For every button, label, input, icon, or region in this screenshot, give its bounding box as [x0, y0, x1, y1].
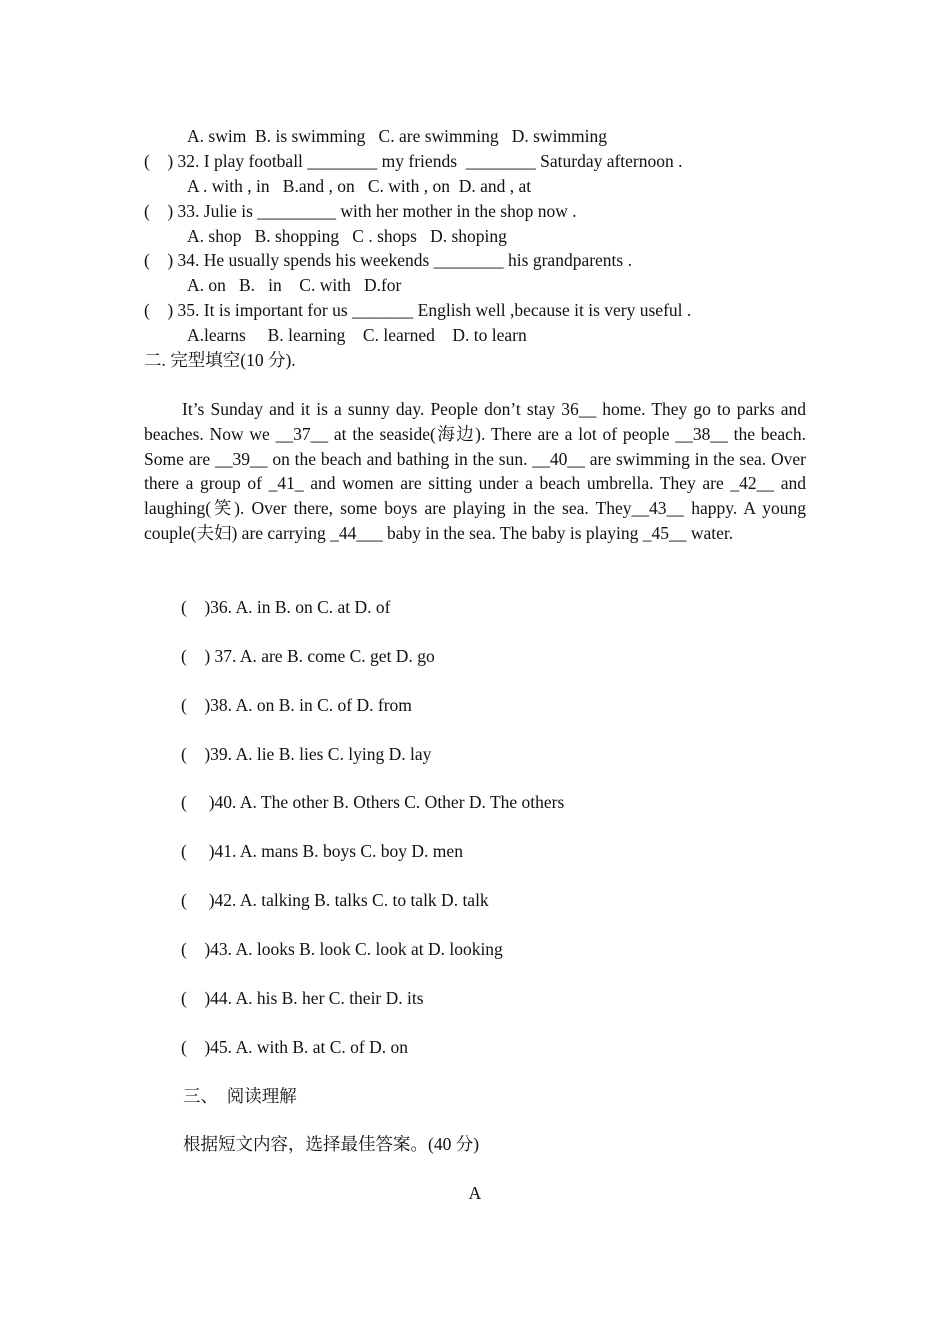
q35-stem: ( ) 35. It is important for us _______ English well ,because it is very useful .	[144, 300, 692, 320]
section3-instruction: 根据短文内容，选择最佳答案。(40 分)	[183, 1134, 480, 1154]
cloze-item-43: ( )43. A. looks B. look C. look at D. looking	[181, 939, 503, 959]
q35-options: A.learns B. learning C. learned D. to learn	[187, 325, 527, 345]
cloze-item-36: ( )36. A. in B. on C. at D. of	[181, 597, 391, 617]
q34-options: A. on B. in C. with D.for	[187, 275, 402, 295]
q34-stem: ( ) 34. He usually spends his weekends ________ his grandparents .	[144, 250, 632, 270]
q33-options: A. shop B. shopping C . shops D. shoping	[187, 226, 507, 246]
q31-options: A. swim B. is swimming C. are swimming D. swimming	[187, 126, 608, 146]
cloze-item-40: ( )40. A. The other B. Others C. Other D. The others	[181, 792, 565, 812]
q32-options: A . with , in B.and , on C. with , on D. and , at	[187, 176, 532, 196]
section3-title: 三、 阅读理解	[183, 1086, 297, 1106]
q33-stem: ( ) 33. Julie is _________ with her mother in the shop now .	[144, 201, 577, 221]
cloze-item-41: ( )41. A. mans B. boys C. boy D. men	[181, 841, 463, 861]
section3-part-label: A	[468, 1183, 482, 1203]
cloze-item-38: ( )38. A. on B. in C. of D. from	[181, 695, 412, 715]
cloze-item-44: ( )44. A. his B. her C. their D. its	[181, 988, 424, 1008]
q32-stem: ( ) 32. I play football ________ my friends ________ Saturday afternoon .	[144, 151, 683, 171]
cloze-passage: It’s Sunday and it is a sunny day. People don’t stay 36__ home. They go to parks and beaches. Now we __37__ at the seaside(海边). There are a lot of people __38__ the beach. Some are __39__ on the beach and bathing in the sun. __40__ are swimming in the sea. Over there a group of _41_ and women are sitting under a beach umbrella. They are _42__ and laughing(笑). Over there, some boys are playing in the sea. They__43__ happy. A young couple(夫妇) are carrying _44___ baby in the sea. The baby is playing _45__ water.	[144, 399, 806, 543]
cloze-item-45: ( )45. A. with B. at C. of D. on	[181, 1037, 409, 1057]
cloze-item-39: ( )39. A. lie B. lies C. lying D. lay	[181, 744, 432, 764]
section2-title: 二. 完型填空(10 分).	[144, 350, 296, 370]
cloze-item-37: ( ) 37. A. are B. come C. get D. go	[181, 646, 435, 666]
cloze-item-42: ( )42. A. talking B. talks C. to talk D. talk	[181, 890, 489, 910]
